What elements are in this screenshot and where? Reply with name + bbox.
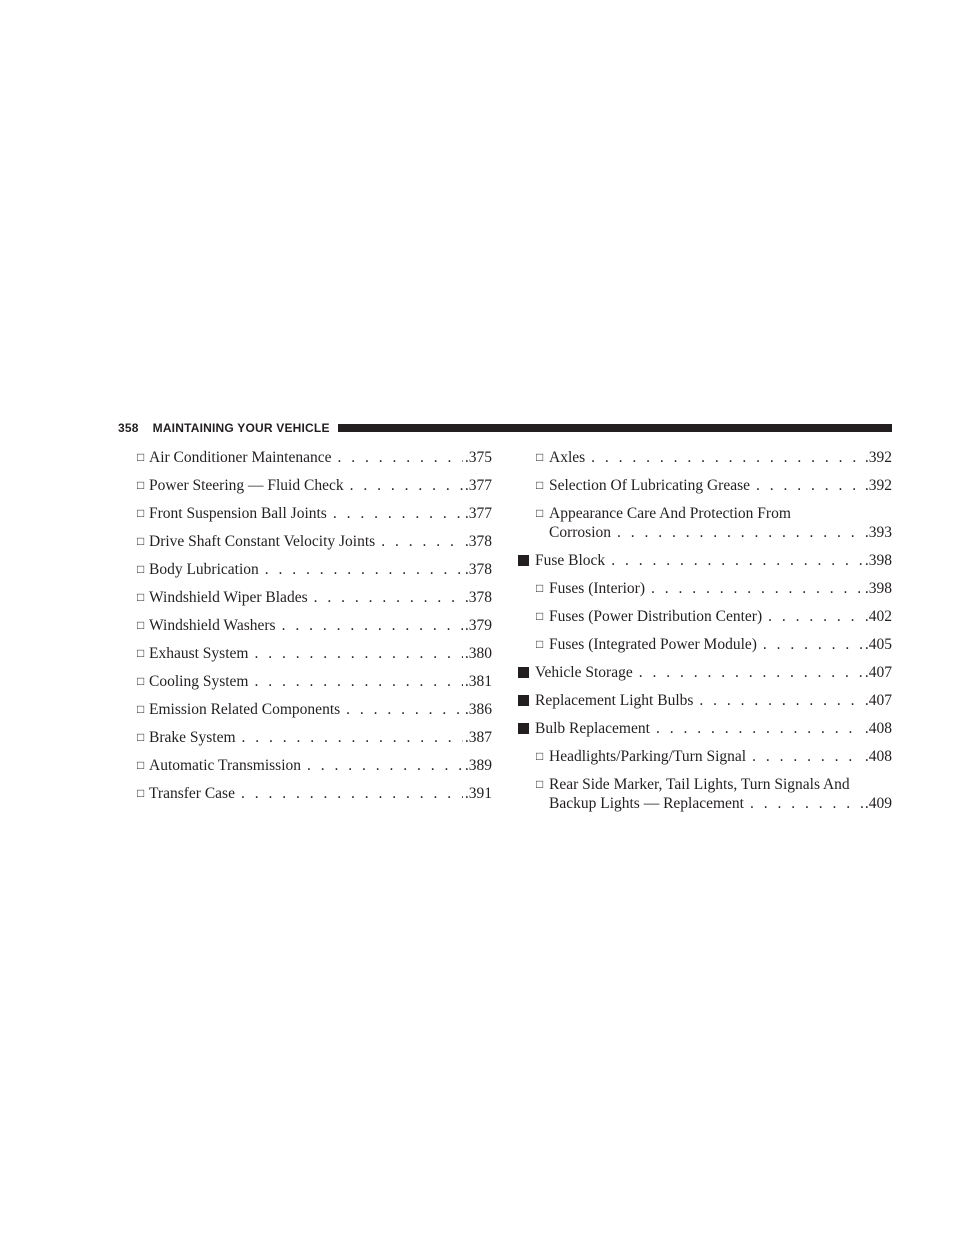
checkbox-icon: □ [536,506,544,520]
toc-entry-page: . 408 [865,747,892,766]
checkbox-icon: □ [536,450,544,464]
toc-entry[interactable] [137,588,492,607]
toc-entry-vehicle-storage[interactable] [518,663,892,682]
toc-entry-label-line1: Rear Side Marker, Tail Lights, Turn Signals And [549,776,850,793]
checkbox-icon: □ [536,749,544,763]
toc-entry-label: Exhaust System [149,645,249,662]
toc-entry[interactable] [137,728,492,747]
toc-entry-fuses-ipm[interactable] [518,635,892,654]
toc-entry-page: . 387 [465,728,492,747]
toc-entry[interactable] [137,784,492,803]
toc-entry-page: . 380 [465,644,492,663]
toc-entry-label: Power Steering — Fluid Check [149,477,344,494]
toc-entry-label: Windshield Wiper Blades [149,589,308,606]
toc-entry-page: . 407 [865,691,892,710]
toc-entry-label: Body Lubrication [149,561,259,578]
toc-entry-page: . 377 [465,504,492,523]
toc-entry-label: Headlights/Parking/Turn Signal [549,748,747,765]
toc-entry-label: Emission Related Components [149,701,341,718]
checkbox-icon: □ [137,534,145,548]
toc-entry-page: . 391 [465,784,492,803]
toc-entry-page: . 405 [865,635,892,654]
toc-entry-page: . 409 [865,794,892,813]
toc-entry-label: Vehicle Storage [535,664,633,681]
toc-entry-label: Brake System [149,729,236,746]
toc-entry[interactable] [137,532,492,551]
checkbox-icon: □ [137,478,145,492]
toc-entry-label-line2: Backup Lights — Replacement [549,795,744,812]
toc-entry-label: Bulb Replacement [535,720,650,737]
toc-entry[interactable] [137,448,492,467]
toc-entry-rear-side-marker[interactable] [518,775,892,813]
toc-entry[interactable] [137,644,492,663]
square-bullet-icon [518,723,529,734]
toc-entry-label: Fuses (Interior) [549,580,645,597]
toc-entry-label: Front Suspension Ball Joints [149,505,327,522]
toc-entry-label: Replacement Light Bulbs [535,692,694,709]
toc-entry[interactable] [137,616,492,635]
toc-entry-page: . 377 [465,476,492,495]
checkbox-icon: □ [137,702,145,716]
checkbox-icon: □ [137,618,145,632]
checkbox-icon: □ [137,506,145,520]
toc-entry-bulb-replacement[interactable] [518,719,892,738]
toc-entry-label: Transfer Case [149,785,235,802]
square-bullet-icon [518,667,529,678]
toc-entry-fuses-interior[interactable] [518,579,892,598]
toc-entry-label-line1: Appearance Care And Protection From [549,505,791,522]
checkbox-icon: □ [137,786,145,800]
toc-entry-fuse-block[interactable] [518,551,892,570]
toc-entry-label: Fuses (Integrated Power Module) [549,636,757,653]
toc-right-column [518,448,892,822]
toc-entry-label: Drive Shaft Constant Velocity Joints [149,533,376,550]
toc-entry-page: . 375 [465,448,492,467]
toc-entry-label: Fuses (Power Distribution Center) [549,608,763,625]
square-bullet-icon [518,695,529,706]
checkbox-icon: □ [536,609,544,623]
toc-entry-page: . 378 [465,560,492,579]
toc-entry-label: Selection Of Lubricating Grease [549,477,750,494]
toc-entry-page: . 386 [465,700,492,719]
checkbox-icon: □ [137,730,145,744]
toc-entry-label: Air Conditioner Maintenance [149,449,332,466]
checkbox-icon: □ [536,478,544,492]
toc-entry-page: . 407 [865,663,892,682]
toc-entry[interactable] [137,504,492,523]
checkbox-icon: □ [137,450,145,464]
checkbox-icon: □ [137,674,145,688]
toc-entry-label-line2: Corrosion [549,524,611,541]
toc-entry-page: . 381 [465,672,492,691]
toc-entry-page: . 398 [865,579,892,598]
checkbox-icon: □ [137,562,145,576]
toc-left-column [137,448,492,812]
checkbox-icon: □ [536,581,544,595]
toc-entry-label: Axles [549,449,586,466]
toc-entry-fuses-pdc[interactable] [518,607,892,626]
toc-entry-lubricating-grease[interactable] [518,476,892,495]
toc-entry-page: . 392 [865,448,892,467]
toc-entry-label: Automatic Transmission [149,757,302,774]
toc-entry-page: . 378 [465,588,492,607]
toc-entry[interactable] [137,672,492,691]
toc-entry-label: Cooling System [149,673,249,690]
toc-entry-page: . 378 [465,532,492,551]
toc-entry[interactable] [137,560,492,579]
checkbox-icon: □ [137,646,145,660]
toc-entry[interactable] [137,700,492,719]
checkbox-icon: □ [137,590,145,604]
header-rule [338,424,892,432]
toc-entry-headlights[interactable] [518,747,892,766]
section-title: MAINTAINING YOUR VEHICLE [152,420,330,435]
page-number: 358 [118,420,139,435]
checkbox-icon: □ [137,758,145,772]
checkbox-icon: □ [536,637,544,651]
page-header [118,419,892,436]
toc-entry-page: . 408 [865,719,892,738]
toc-entry-page: . 398 [865,551,892,570]
square-bullet-icon [518,555,529,566]
toc-entry-page: . 402 [865,607,892,626]
toc-entry-appearance-care[interactable] [518,504,892,542]
toc-entry-label: Fuse Block [535,552,606,569]
toc-entry-label: Windshield Washers [149,617,276,634]
toc-entry-page: . 393 [865,523,892,542]
toc-entry[interactable] [137,756,492,775]
toc-entry-page: . 379 [465,616,492,635]
toc-entry[interactable] [137,476,492,495]
checkbox-icon: □ [536,777,544,791]
toc-entry-page: . 392 [865,476,892,495]
toc-entry-replacement-bulbs[interactable] [518,691,892,710]
toc-entry-axles[interactable] [518,448,892,467]
toc-entry-page: . 389 [465,756,492,775]
